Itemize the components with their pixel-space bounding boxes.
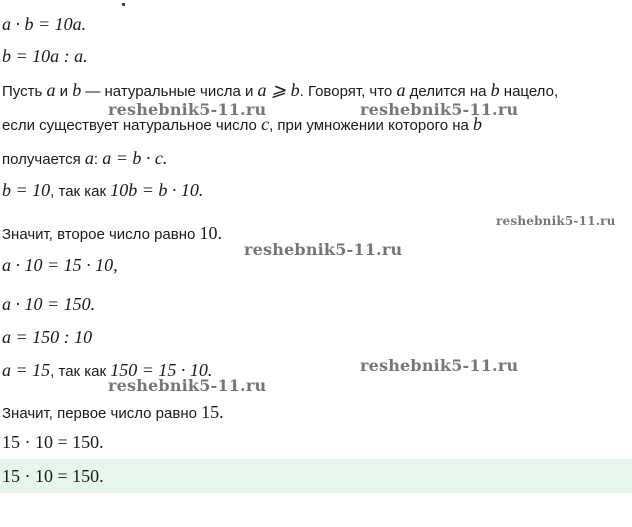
formula: b = 10a : a. (2, 46, 88, 66)
watermark: reshebnik5-11.ru (496, 214, 616, 228)
formula: 15 · 10 = 150. (2, 432, 104, 452)
formula: a = 15 (2, 360, 51, 380)
var: b (72, 80, 82, 100)
text: Пусть (2, 83, 47, 100)
dot-mark (122, 3, 125, 6)
line-1 (2, 14, 86, 36)
var: c (261, 114, 270, 134)
formula: b = 10 (2, 180, 51, 200)
text: , так как (50, 363, 111, 380)
formula: 10b = b · 10. (110, 180, 204, 200)
formula: a · b = 10a. (2, 14, 87, 34)
text: , так как (50, 183, 111, 200)
text: получается (2, 151, 85, 168)
number: 15. (201, 402, 224, 422)
var: a (46, 80, 56, 100)
answer-box (0, 459, 632, 493)
var: a (84, 148, 94, 168)
text: : (93, 151, 103, 168)
line-9 (2, 294, 95, 316)
line-5 (2, 148, 167, 170)
var: b (490, 80, 500, 100)
watermark: reshebnik5-11.ru (360, 100, 519, 119)
text: — натуральные числа и (81, 83, 258, 100)
text: если существует натуральное число (2, 117, 262, 134)
formula: a = 150 : 10 (2, 327, 93, 347)
formula: a ⩾ b (257, 80, 300, 100)
line-8 (2, 255, 118, 277)
watermark: reshebnik5-11.ru (244, 240, 403, 259)
answer-line (2, 466, 104, 488)
line-3 (2, 80, 558, 102)
text: нацело, (499, 83, 559, 100)
watermark: reshebnik5-11.ru (108, 100, 267, 119)
formula: 150 = 15 · 10. (110, 360, 213, 380)
line-10 (2, 327, 92, 349)
formula: a · 10 = 150. (2, 294, 96, 314)
text: . Говорят, что (299, 83, 397, 100)
answer-formula: 15 · 10 = 150. (2, 466, 104, 486)
line-2 (2, 46, 88, 68)
line-7 (2, 223, 222, 245)
line-6 (2, 180, 203, 202)
text: Значит, второе число равно (2, 226, 200, 243)
text: Значит, первое число равно (2, 405, 202, 422)
formula: a = b · c. (102, 148, 168, 168)
number: 10. (199, 223, 223, 243)
text: делится на (405, 83, 491, 100)
formula: a · 10 = 15 · 10, (2, 255, 118, 275)
watermark: reshebnik5-11.ru (360, 356, 519, 375)
text: и (55, 83, 73, 100)
line-12 (2, 402, 224, 424)
var: a (396, 80, 406, 100)
var: b (473, 114, 483, 134)
line-13 (2, 432, 104, 454)
watermark: reshebnik5-11.ru (108, 376, 267, 395)
text: , при умножении которого на (269, 117, 474, 134)
